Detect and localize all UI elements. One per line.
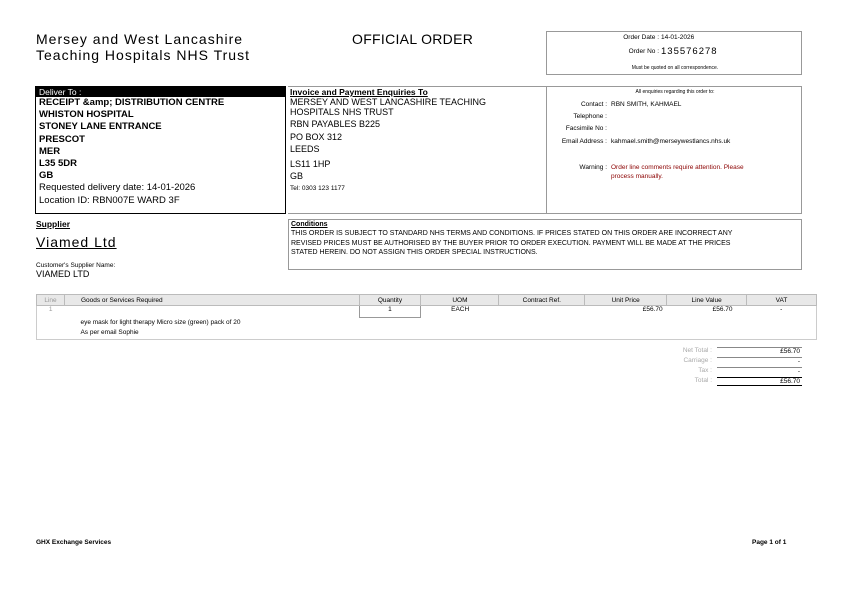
warning-line2: process manually. (611, 173, 663, 180)
contact-value: RBN SMITH, KAHMAEL (611, 101, 682, 108)
cell-unit-price: £56.70 (642, 306, 663, 313)
order-no-value: 135576278 (661, 46, 718, 57)
customer-supplier-name-label: Customer's Supplier Name: (36, 262, 116, 269)
trust-name-line1: Mersey and West Lancashire (36, 31, 244, 47)
conditions-text-line: REVISED PRICES MUST BE AUTHORISED BY THE BUYER PRIOR TO ORDER EXECUTION. PAYMENT WILL BE MADE AT THE PRICES (291, 239, 731, 247)
carriage-value: - (717, 357, 802, 365)
trust-name (36, 31, 250, 63)
invoice-address-line: RBN PAYABLES B225 (290, 119, 381, 130)
deliver-address-line: L35 5DR (39, 158, 78, 170)
supplier-name: Viamed Ltd (36, 234, 117, 250)
col-unit-price: Unit Price (585, 295, 667, 306)
warning-label: Warning : (579, 164, 607, 171)
totals-block (640, 347, 802, 387)
total-value: £56.70 (717, 377, 802, 386)
net-total-row (640, 347, 802, 357)
carriage-row (640, 357, 802, 367)
cell-quantity: 1 (359, 306, 421, 318)
order-items-table (36, 294, 817, 340)
deliver-address-line: STONEY LANE ENTRANCE (39, 121, 162, 133)
deliver-address-line: GB (39, 170, 54, 182)
invoice-address-line: PO BOX 312 (290, 131, 343, 142)
cell-goods (64, 306, 359, 318)
cell-line-value: £56.70 (712, 306, 733, 313)
deliver-address-line: MER (39, 145, 61, 157)
fax-label: Facsimile No : (565, 125, 607, 132)
supplier-label: Supplier (36, 219, 71, 229)
order-no-note: Must be quoted on all correspondence. (631, 65, 719, 71)
col-uom: UOM (421, 295, 499, 306)
tax-row (640, 367, 802, 377)
cell-vat: - (747, 306, 817, 318)
tax-value: - (717, 367, 802, 375)
table-row-description (37, 318, 817, 340)
footer-page-number: Page 1 of 1 (752, 539, 787, 546)
col-vat: VAT (747, 295, 817, 306)
order-info-box (546, 31, 802, 75)
trust-name-line2: Teaching Hospitals NHS Trust (36, 47, 250, 63)
deliver-to-box (35, 86, 286, 214)
invoice-address-line: LS11 1HP (290, 159, 331, 170)
table-row (37, 306, 817, 318)
col-contract-ref: Contract Ref. (499, 295, 585, 306)
cell-line: 1 (37, 306, 65, 318)
carriage-label: Carriage : (683, 357, 712, 364)
contact-box (546, 86, 802, 214)
cell-spacer (37, 318, 65, 340)
invoice-address-line: MERSEY AND WEST LANCASHIRE TEACHING (290, 97, 487, 107)
invoice-enquiries-box (288, 86, 547, 214)
item-description: eye mask for light therapy Micro size (green) pack of 20 (80, 319, 241, 326)
conditions-heading: Conditions (291, 221, 328, 228)
conditions-box (288, 219, 802, 270)
deliver-to-heading: Deliver To : (36, 87, 285, 97)
tax-label: Tax : (698, 367, 712, 374)
document-title: OFFICIAL ORDER (352, 31, 474, 47)
col-quantity: Quantity (359, 295, 421, 306)
deliver-address-line: PRESCOT (39, 133, 85, 145)
total-row (640, 377, 802, 387)
item-comment: As per email Sophie (80, 329, 139, 336)
col-line: Line (37, 295, 65, 306)
conditions-text-line: THIS ORDER IS SUBJECT TO STANDARD NHS TERMS AND CONDITIONS. IF PRICES STATED ON THIS ORDER ARE INCORRECT ANY (291, 230, 733, 237)
col-goods: Goods or Services Required (64, 295, 359, 306)
net-total-value: £56.70 (717, 347, 802, 355)
requested-delivery-date: Requested delivery date: 14-01-2026 (39, 182, 196, 194)
invoice-heading: Invoice and Payment Enquiries To (290, 87, 428, 97)
order-date-label: Order Date : (623, 34, 659, 41)
order-no-label: Order No : (628, 48, 659, 55)
cell-description (64, 318, 816, 340)
total-label: Total : (694, 377, 712, 384)
table-header-row (37, 295, 817, 306)
contact-heading: All enquiries regarding this order to: (635, 89, 715, 95)
invoice-address-line: HOSPITALS NHS TRUST (290, 107, 394, 118)
telephone-label: Telephone : (573, 113, 607, 120)
order-date-value: 14-01-2026 (661, 34, 695, 41)
invoice-telephone: Tel: 0303 123 1177 (290, 185, 345, 193)
invoice-address-line: LEEDS (290, 143, 320, 154)
customer-supplier-name-value: VIAMED LTD (36, 269, 90, 279)
deliver-address-line: RECEIPT &amp; DISTRIBUTION CENTRE (39, 97, 225, 108)
location-id: Location ID: RBN007E WARD 3F (39, 194, 180, 206)
email-value: kahmael.smith@merseywestlancs.nhs.uk (611, 138, 731, 145)
col-line-value: Line Value (667, 295, 747, 306)
contact-label: Contact : (580, 101, 607, 108)
deliver-address-line: WHISTON HOSPITAL (39, 109, 134, 121)
net-total-label: Net Total : (682, 347, 712, 354)
cell-uom: EACH (451, 306, 470, 313)
warning-line1: Order line comments require attention. Please (611, 164, 744, 171)
conditions-text-line: STATED HEREIN. DO NOT ASSIGN THIS ORDER SPECIAL INSTRUCTIONS. (291, 249, 538, 256)
email-label: Email Address : (561, 138, 607, 145)
footer-provider: GHX Exchange Services (36, 539, 112, 546)
invoice-address-line: GB (290, 171, 304, 182)
cell-contract-ref (499, 306, 585, 318)
